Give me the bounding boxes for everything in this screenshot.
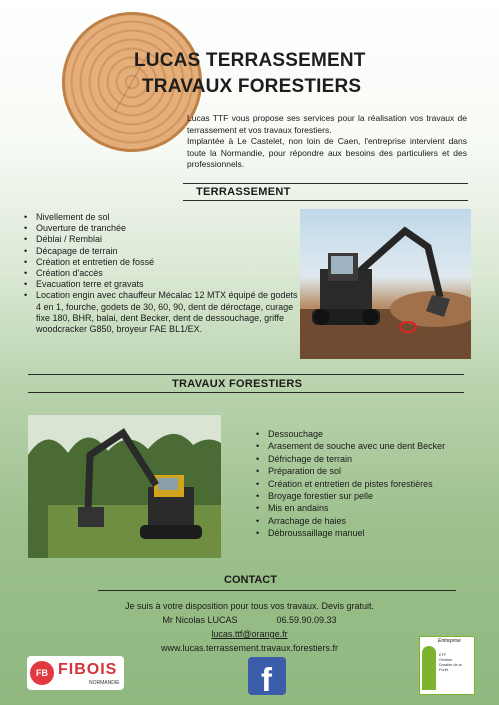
facebook-glyph: f [261,661,272,698]
list-item: • Création d'accès [22,268,300,279]
list-item: • Dessouchage [254,428,494,440]
divider [28,374,464,375]
etf-logo [419,636,475,695]
list-item: • Broyage forestier sur pelle [254,490,494,502]
etf-title: Entreprise [438,638,461,644]
list-item: • Arrachage de haies [254,515,494,527]
list-item: • Création et entretien de pistes forestières [254,478,494,490]
page-title [134,48,366,100]
excavator-photo [300,209,471,359]
etf-text-line: Gestion [439,658,453,662]
divider [98,590,456,591]
list-item: • Débroussaillage manuel [254,527,494,539]
list-item: • Arasement de souche avec une dent Becker [254,440,494,452]
list-item: • Création et entretien de fossé [22,257,300,268]
intro-line-2: Implantée à Le Castelet, non loin de Caen, l'entreprise intervient dans toute la Normandie, pour répondre aux besoins des particuliers et des professionnels. [187,136,467,169]
forestiers-list [254,428,494,540]
list-item: • Déblai / Remblai [22,234,300,245]
list-item: • Mis en andains [254,502,494,514]
website-link[interactable]: www.lucas.terrassement.travaux.forestiers.fr [160,643,339,653]
contact-phone[interactable]: 06.59.90.09.33 [276,615,337,625]
title-line-2: TRAVAUX FORESTIERS [142,76,362,97]
etf-text-line: ETF [439,653,447,657]
contact-intro: Je suis à votre disposition pour tous vos travaux. Devis gratuit. [124,601,375,611]
contact-title: CONTACT [224,574,277,586]
forestry-photo [28,415,221,558]
fibois-logo [27,656,124,690]
list-item: • Location engin avec chauffeur Mécalac 12 MTX équipé de godets 4 en 1, fourche, godets de 30, 60, 90, dent de déroctage, curage fixe 180, BHR, balai, dent Becker, dent de dessouchage, griffe woodcracker G850, broyeur FAE BL1/EX. [22,290,300,335]
contact-name: Mr Nicolas LUCAS [162,615,238,625]
divider [183,183,468,184]
facebook-icon[interactable] [248,657,286,698]
intro-text [187,113,467,171]
list-item: • Evacuation terre et gravats [22,279,300,290]
list-item: • Défrichage de terrain [254,453,494,465]
etf-figure-icon [422,646,436,690]
etf-text-line: Forêt [439,668,448,672]
terrassement-list [22,212,300,335]
fibois-name: FIBOIS [58,661,118,678]
forestiers-title: TRAVAUX FORESTIERS [172,378,303,390]
fibois-region: NORMANDIE [89,680,120,686]
fibois-mark: FB [30,661,54,685]
list-item: • Décapage de terrain [22,246,300,257]
list-item: • Nivellement de sol [22,212,300,223]
title-line-1: LUCAS TERRASSEMENT [134,50,366,71]
contact-email-link[interactable]: lucas.ttf@orange.fr [211,629,288,639]
contact-person-row [0,615,499,625]
intro-line-1: Lucas TTF vous propose ses services pour la réalisation vos travaux de terrassement et vos travaux forestiers. [187,113,467,135]
forestry-illustration [28,415,221,558]
divider [183,200,468,201]
divider [28,392,464,393]
terrassement-title: TERRASSEMENT [196,186,291,198]
excavator-illustration [300,209,471,359]
etf-text-line: Durable de la [439,663,462,667]
list-item: • Ouverture de tranchée [22,223,300,234]
etf-text [439,653,462,673]
list-item: • Préparation de sol [254,465,494,477]
